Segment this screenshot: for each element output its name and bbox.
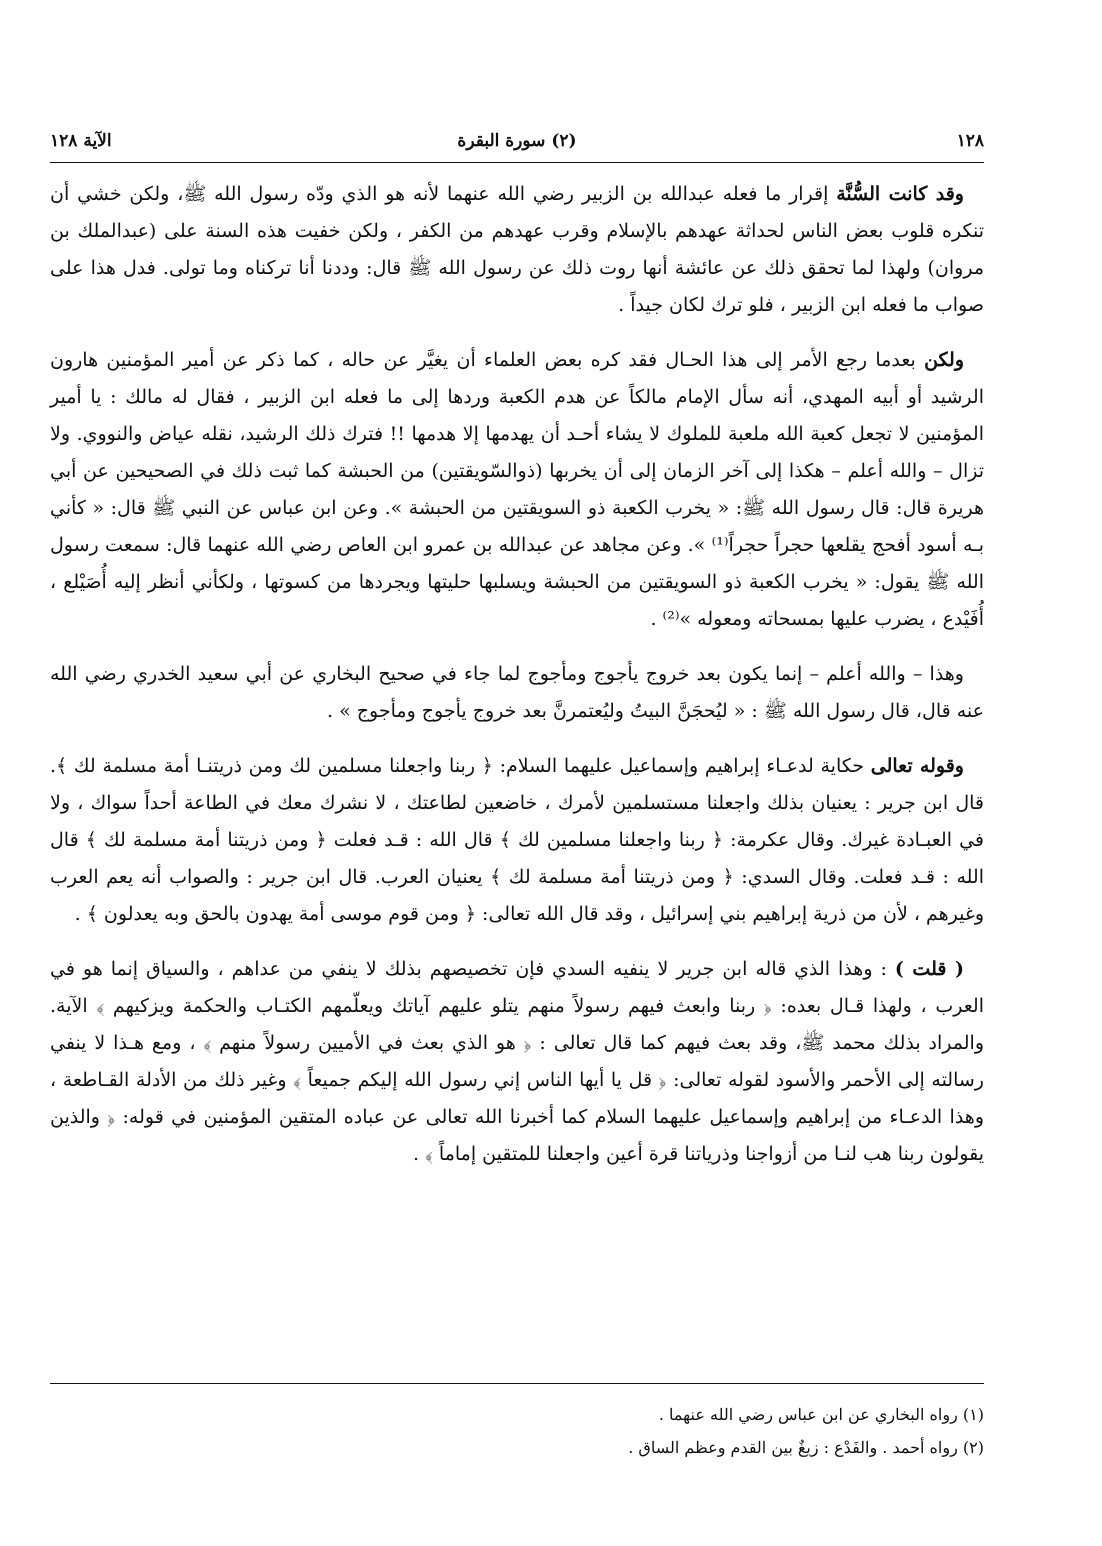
paragraph — [50, 951, 984, 1173]
paragraph-lead: وقوله تعالى — [870, 755, 964, 777]
paragraph-text: وهذا – والله أعلم – إنما يكون بعد خروج يأجوج ومأجوج لما جاء في صحيح البخاري عن أبي سعيد الخدري رضي الله عنه قال، قال رسول الله ﷺ : « ليُحجَنَّ البيتُ وليُعتمرنَّ بعد خروج يأجوج ومأجوج » . — [50, 663, 984, 722]
header-rule — [50, 162, 984, 163]
page-number: ١٢٨ — [956, 131, 984, 151]
paragraph-lead: ولكن — [924, 349, 964, 371]
paragraph — [50, 748, 984, 933]
paragraph-text: : وهذا الذي قاله ابن جرير لا ينفيه السدي فإن تخصيصهم بذلك لا ينفي من عداهم ، والسياق إنما هو في العرب ، ولهذا قـال بعده: ﴿ ربنا وابعث فيهم رسولاً منهم يتلو عليهم آياتك ويعلّمهم الكتـاب والحكمة ويزكيهم ﴾ الآية. والمراد بذلك محمد ﷺ، وقد بعث فيهم كما قال تعالى : ﴿ هو الذي بعث في الأميين رسولاً منهم ﴾ ، ومع هـذا لا ينفي رسالته إلى الأحمر والأسود لقوله تعالى: ﴿ قل يا أيها الناس إني رسول الله إليكم جميعاً ﴾ وغير ذلك من الأدلة القـاطعة ، وهذا الدعـاء من إبراهيم وإسماعيل عليهما السلام كما أخبرنا الله تعالى عن عباده المتقين المؤمنين في قوله: ﴿ والذين يقولون ربنا هب لنـا من أزواجنا وذرياتنا قرة أعين واجعلنا للمتقين إماماً ﴾ . — [50, 958, 984, 1165]
paragraph — [50, 656, 984, 730]
paragraph-text: حكاية لدعـاء إبراهيم وإسماعيل عليهما السلام: ﴿ ربنا واجعلنا مسلمين لك ومن ذريتنـا أمة مسلمة لك ﴾. قال ابن جرير : يعنيان بذلك واجعلنا مستسلمين لأمرك ، خاضعين لطاعتك ، لا نشرك معك في الطاعة أحداً سواك ، ولا في العبـادة غيرك. وقال عكرمة: ﴿ ربنا واجعلنا مسلمين لك ﴾ قال الله : قـد فعلت ﴿ ومن ذريتنا أمة مسلمة لك ﴾ قال الله : قـد فعلت. وقال السدي: ﴿ ومن ذريتنا أمة مسلمة لك ﴾ يعنيان العرب. قال ابن جرير : والصواب أنه يعم العرب وغيرهم ، لأن من ذرية إبراهيم بني إسرائيل ، وقد قال الله تعالى: ﴿ ومن قوم موسى أمة يهدون بالحق وبه يعدلون ﴾ . — [50, 755, 984, 925]
paragraph-gap — [50, 730, 984, 748]
surah-title: (٢) سورة البقرة — [457, 131, 577, 151]
paragraph — [50, 342, 984, 638]
main-text — [50, 176, 984, 1173]
paragraph-lead: ( قلت ) — [894, 958, 964, 980]
verse-label: الآية ١٢٨ — [50, 131, 112, 151]
paragraph-lead: وقد كانت السُّنَّة — [836, 183, 964, 205]
paragraph-gap — [50, 638, 984, 656]
paragraph-gap — [50, 933, 984, 951]
page-header — [50, 124, 984, 158]
footnote: (٢) رواه أحمد . والفَدْع : زيغٌ بين القدم وعظم الساق . — [628, 1438, 984, 1457]
paragraph-text: إقرار ما فعله عبدالله بن الزبير رضي الله عنهما لأنه هو الذي ودّه رسول الله ﷺ، ولكن خشي أن تنكره قلوب بعض الناس لحداثة عهدهم بالإسلام وقرب عهدهم من الكفر ، ولكن خفيت هذه السنة على (عبدالملك بن مروان) ولهذا لما تحقق ذلك عن عائشة أنها روت ذلك عن رسول الله ﷺ قال: وددنا أنا تركناه وما تولى. فدل هذا على صواب ما فعله ابن الزبير ، فلو ترك لكان جيداً . — [50, 183, 984, 316]
footnote-rule — [50, 1383, 984, 1384]
footnotes — [50, 1398, 984, 1464]
footnote: (١) رواه البخاري عن ابن عباس رضي الله عنهما . — [658, 1405, 984, 1424]
paragraph-text: بعدما رجع الأمر إلى هذا الحـال فقد كره بعض العلماء أن يغيَّر عن حاله ، كما ذكر عن أمير المؤمنين هارون الرشيد أو أبيه المهدي، أنه سأل الإمام مالكاً عن هدم الكعبة وردها إلى ما فعله ابن الزبير ، فقال له مالك : يا أمير المؤمنين لا تجعل كعبة الله ملعبة للملوك لا يشاء أحـد أن يهدمها إلا هدمها !! فترك ذلك الرشيد، نقله عياض والنووي. ولا تزال – والله أعلم – هكذا إلى آخر الزمان إلى أن يخربها (ذوالسّويقتين) من الحبشة كما ثبت ذلك في الصحيحين عن أبي هريرة قال: قال رسول الله ﷺ: « يخرب الكعبة ذو السويقتين من الحبشة ». وعن ابن عباس عن النبي ﷺ قال: « كأني بـه أسود أفحج يقلعها حجراً حجراً⁽¹⁾ ». وعن مجاهد عن عبدالله بن عمرو ابن العاص رضي الله عنهما قال: سمعت رسول الله ﷺ يقول: « يخرب الكعبة ذو السويقتين من الحبشة ويسلبها حليتها ويجردها من كسوتها ، ولكأني أنظر إليه أُصَيْلع ، أُفَيْدع ، يضرب عليها بمسحاته ومعوله »⁽²⁾ . — [50, 349, 985, 630]
paragraph — [50, 176, 984, 324]
paragraph-gap — [50, 324, 984, 342]
